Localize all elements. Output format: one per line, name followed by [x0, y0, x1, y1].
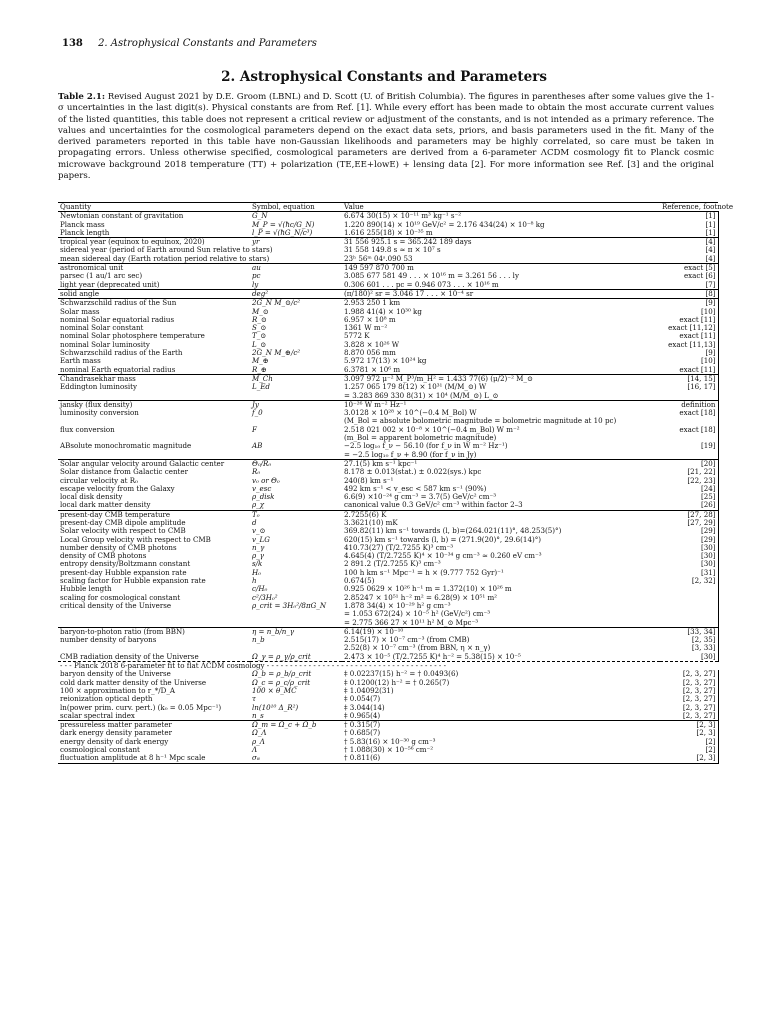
cell-symbol: 100 × θ_MC: [252, 685, 297, 695]
cell-quantity: 100 × approximation to r_*/D_A: [60, 685, 176, 695]
table-row: [58, 316, 718, 324]
cell-quantity: nominal Solar luminosity: [60, 339, 150, 349]
cell-reference: [7]: [660, 281, 718, 290]
cell-value: 3.097 972 μ⁻² M_P³/m_H² = 1.433 77(6) (μ/2)⁻² M_⊙: [342, 374, 660, 383]
cell-symbol: σ₈: [250, 754, 342, 763]
cell-reference: [2, 32]: [660, 577, 718, 585]
cell-reference: [1]: [660, 221, 718, 229]
page-number: 138: [62, 38, 83, 49]
cell-symbol: ρ_χ: [252, 500, 265, 510]
cell-reference: [2, 3]: [660, 729, 718, 737]
cell-quantity: nominal Solar equatorial radius: [60, 314, 175, 324]
cell-symbol: yr: [250, 238, 342, 247]
cell-quantity: present-day CMB dipole amplitude: [60, 517, 186, 527]
cell-symbol: R₀: [252, 467, 261, 477]
cell-symbol: Λ: [252, 745, 258, 754]
cell-reference: [2, 3, 27]: [660, 679, 718, 687]
cell-value: 10⁻²⁶ W m⁻² Hz⁻¹: [342, 400, 660, 409]
cell-symbol: f_0: [252, 408, 263, 418]
cell-symbol: M_Ch: [250, 374, 342, 383]
cell-quantity: jansky (flux density): [58, 400, 250, 409]
cell-quantity: escape velocity from the Galaxy: [60, 483, 175, 493]
cell-quantity: Schwarzschild radius of the Sun: [58, 299, 250, 308]
cell-value: 6.674 30(15) × 10⁻¹¹ m³ kg⁻¹ s⁻²: [342, 212, 660, 221]
cell-quantity: pressureless matter parameter: [58, 721, 250, 730]
cell-value: 27.1(5) km s⁻¹ kpc⁻¹: [342, 459, 660, 468]
cell-symbol: H₀: [252, 567, 262, 577]
cell-symbol: n_s: [252, 710, 264, 720]
planck-fit-divider: - - - Planck 2018 6-parameter fit to flat ΛCDM cosmology - - - - - - - - - - - - - - - - - - - - - - - - - - - - - - - - - - - - - - -: [58, 662, 718, 671]
cell-reference: [2, 3, 27]: [660, 704, 718, 712]
cell-reference: [19]: [660, 442, 718, 450]
cell-reference: [14, 15]: [660, 374, 718, 383]
cell-reference: exact [11]: [660, 316, 718, 324]
cell-value: ‡ 0.1200(12) h⁻² = † 0.265(7): [344, 677, 450, 687]
cell-value: 2.518 021 002 × 10⁻⁸ × 10^(−0.4 m_Bol) W m⁻²: [344, 424, 520, 434]
cell-quantity: Solar angular velocity around Galactic center: [58, 459, 250, 468]
cell-symbol: Ω_γ = ρ_γ/ρ_crit: [252, 651, 311, 661]
cell-symbol: deg²: [250, 289, 342, 298]
cell-reference: [30]: [660, 653, 718, 662]
cell-quantity: baryon-to-photon ratio (from BBN): [58, 627, 250, 636]
cell-symbol: v_⊙: [252, 526, 266, 536]
cell-quantity: nominal Earth equatorial radius: [60, 364, 176, 374]
cell-symbol: R_⊕: [252, 364, 267, 374]
cell-symbol: Ω_Λ: [252, 728, 267, 738]
cell-reference: [10]: [660, 357, 718, 365]
section-heading: 2. Astrophysical Constants and Parameters: [221, 69, 547, 85]
cell-symbol: n_γ: [252, 542, 265, 552]
cell-symbol: Ω_m = Ω_c + Ω_b: [250, 721, 342, 730]
cell-quantity: Planck length: [60, 227, 110, 237]
cell-reference: [3, 33]: [660, 644, 718, 652]
cell-value: 2.52(8) × 10⁻⁷ cm⁻³ (from BBN, η × n_γ): [344, 643, 491, 653]
cell-value: 1361 W m⁻²: [344, 323, 388, 333]
cell-reference: definition: [660, 400, 718, 409]
cell-value: −2.5 log₁₀ f_ν − 56.10 (for f_ν in W m⁻² Hz⁻¹): [344, 441, 508, 451]
cell-value: 6.957 × 10⁸ m: [344, 314, 396, 324]
cell-symbol: 2G_N M_⊙/c²: [250, 299, 342, 308]
cell-quantity: light year (deprecated unit): [60, 279, 160, 289]
cell-symbol: ρ_crit = 3H₀²/8πG_N: [252, 600, 327, 610]
cell-reference: [25]: [660, 493, 718, 501]
cell-symbol: T₀: [250, 510, 342, 519]
cell-value: 31 556 925.1 s = 365.242 189 days: [342, 238, 660, 247]
cell-quantity: [58, 392, 250, 401]
table-row: [58, 704, 718, 712]
cell-value: = 3.283 869 330 8(31) × 10⁴ (M/M_⊙) L_⊙: [344, 390, 499, 400]
cell-reference: [2, 3, 27]: [660, 687, 718, 695]
cell-quantity: local dark matter density: [60, 500, 151, 510]
cell-value-note: (m_Bol = apparent bolometric magnitude): [344, 433, 497, 443]
cell-quantity: density of CMB photons: [60, 551, 147, 561]
cell-symbol: Jy: [250, 400, 342, 409]
cell-symbol: v₀ or Θ₀: [252, 475, 280, 485]
cell-reference: [30]: [660, 552, 718, 560]
cell-symbol: l_P = √(ħG_N/c³): [252, 227, 313, 237]
cell-value-note: (M_Bol = absolute bolometric magnitude = bolometric magnitude at 10 pc): [344, 416, 617, 426]
cell-symbol: R_⊙: [252, 314, 267, 324]
cell-value: † 0.685(7): [344, 728, 381, 738]
constants-table: [58, 202, 734, 764]
cell-value: canonical value 0.3 GeV/c² cm⁻³ within factor 2–3: [344, 500, 523, 510]
cell-reference: [2]: [660, 738, 718, 746]
cell-quantity: cold dark matter density of the Universe: [60, 677, 207, 687]
cell-quantity: reionization optical depth: [60, 694, 153, 704]
col-header-value: Value: [342, 203, 660, 212]
cell-value: ‡ 0.02237(15) h⁻² = † 0.0493(6): [344, 669, 459, 679]
cell-reference: [1]: [660, 229, 718, 238]
cell-symbol: AB: [252, 441, 263, 451]
cell-value: 2.473 × 10⁻⁵ (T/2.7255 K)⁴ h⁻² = 5.38(15) × 10⁻⁵: [344, 651, 521, 661]
cell-reference: [2, 3, 27]: [660, 670, 718, 678]
cell-reference: exact [6]: [660, 272, 718, 280]
cell-reference: exact [11,13]: [660, 341, 718, 349]
cell-reference: [24]: [660, 485, 718, 493]
cell-reference: [4]: [660, 238, 718, 247]
cell-value: 31 558 149.8 s ≈ π × 10⁷ s: [344, 245, 441, 255]
cell-reference: [27, 28]: [660, 510, 718, 519]
cell-reference: [660, 585, 718, 593]
cell-symbol: ρ_Λ: [252, 736, 265, 746]
cell-value: † 0.811(6): [342, 754, 660, 763]
cell-reference: [4]: [660, 246, 718, 254]
cell-value: 8.870 056 mm: [344, 348, 396, 358]
cell-value: 2.515(17) × 10⁻⁷ cm⁻³ (from CMB): [344, 635, 470, 645]
cell-reference: [29]: [660, 527, 718, 535]
col-header-quantity: Quantity: [58, 203, 250, 212]
cell-quantity: local disk density: [60, 492, 123, 502]
cell-symbol: d: [252, 517, 257, 527]
cell-reference: [2, 3]: [660, 721, 718, 730]
cell-symbol: v_esc: [252, 483, 272, 493]
cell-quantity: luminosity conversion: [60, 408, 139, 418]
cell-symbol: [250, 392, 342, 401]
cell-value: ‡ 1.04092(31): [344, 685, 394, 695]
cell-quantity: scalar spectral index: [60, 710, 135, 720]
cell-value: 3.828 × 10²⁶ W: [344, 339, 400, 349]
cell-symbol: L_⊙: [252, 339, 267, 349]
cell-value: (π/180)² sr = 3.046 17 . . . × 10⁻⁴ sr: [342, 289, 660, 298]
cell-quantity: Earth mass: [60, 356, 101, 366]
cell-symbol: G_N: [250, 212, 342, 221]
cell-quantity: nominal Solar constant: [60, 323, 144, 333]
cell-value: 3.3621(10) mK: [344, 517, 398, 527]
table-row: [58, 501, 718, 510]
table-body: [58, 212, 718, 763]
cell-reference: [16, 17]: [660, 383, 718, 391]
cell-value: 3.0128 × 10²⁸ × 10^(−0.4 M_Bol) W: [344, 408, 477, 418]
cell-value: † 5.83(16) × 10⁻³⁰ g cm⁻³: [344, 736, 436, 746]
cell-value: 0.306 601 . . . pc = 0.946 073 . . . × 10¹⁶ m: [344, 279, 499, 289]
table-row: [58, 687, 718, 695]
cell-reference: [660, 610, 718, 618]
cell-quantity: CMB radiation density of the Universe: [60, 651, 199, 661]
cell-reference: [22, 23]: [660, 477, 718, 485]
cell-value: 2.85247 × 10⁵¹ h⁻² m² = 6.28(9) × 10⁵¹ m²: [344, 592, 498, 602]
cell-value: 0.674(5): [344, 576, 375, 586]
cell-value: = 1.053 672(24) × 10⁻⁵ h² (GeV/c²) cm⁻³: [344, 609, 491, 619]
cell-reference: exact [5]: [660, 264, 718, 273]
cell-reference: [21, 22]: [660, 468, 718, 476]
cell-quantity: flux conversion: [60, 424, 115, 434]
cell-symbol: h: [252, 576, 257, 586]
cell-quantity: ln(power prim. curv. pert.) (k₀ = 0.05 Mpc⁻¹): [60, 702, 222, 712]
cell-symbol: ln(10¹⁰ Δ_R²): [252, 702, 299, 712]
cell-symbol: M_⊙: [252, 306, 269, 316]
cell-value: 3.085 677 581 49 . . . × 10¹⁶ m = 3.261 56 . . . ly: [344, 271, 519, 281]
cell-value: 492 km s⁻¹ < v_esc < 587 km s⁻¹ (90%): [344, 483, 487, 493]
cell-symbol: τ: [252, 694, 256, 704]
cell-symbol: n_b: [252, 635, 265, 645]
cell-reference: [33, 34]: [660, 627, 718, 636]
cell-symbol: s/k: [252, 559, 263, 569]
caption-text: Revised August 2021 by D.E. Groom (LBNL) and D. Scott (U. of British Columbia). The figures in parentheses after some values give the 1-σ uncertainties in the last digit(s). Physical constants are from Ref. [1]. While every effort has been made to obtain the most accurate current values of the listed quantities, this table does not represent a critical review or adjustment of the constants, and is not intended as a primary reference. The values and uncertainties for the cosmological parameters depend on the exact data sets, priors, and basis parameters used in the fit. Many of the derived parameters reported in this table have non-Gaussian likelihoods and parameters may be highly correlated, so care must be taken in propagating errors. Unless otherwise specified, cosmological parameters are derived from a 6-parameter ΛCDM cosmology fit to Planck cosmic microwave background 2018 temperature (TT) + polarization (TE,EE+lowE) + lensing data [2]. For more information see Ref. [3] and the original papers.: [58, 92, 714, 182]
cell-symbol: au: [250, 264, 342, 273]
cell-quantity: solid angle: [58, 289, 250, 298]
cell-value: 1.878 34(4) × 10⁻²⁹ h² g cm⁻³: [344, 600, 451, 610]
cell-reference: [8]: [660, 289, 718, 298]
cell-reference: [31]: [660, 569, 718, 577]
cell-quantity: Solar mass: [60, 306, 100, 316]
cell-quantity: Schwarzschild radius of the Earth: [60, 348, 183, 358]
cell-value: 410.73(27) (T/2.7255 K)³ cm⁻³: [344, 542, 454, 552]
cell-quantity: present-day CMB temperature: [58, 510, 250, 519]
cell-reference: [9]: [660, 299, 718, 308]
cell-value: 369.82(11) km s⁻¹ towards (l, b)=(264.021(11)°, 48.253(5)°): [344, 526, 562, 536]
cell-symbol: T_⊙: [252, 331, 267, 341]
cell-symbol: M_⊕: [252, 356, 269, 366]
cell-reference: [10]: [660, 308, 718, 316]
cell-symbol: L_Ed: [252, 382, 270, 392]
cell-symbol: F: [252, 424, 257, 434]
cell-value: 2 891.2 (T/2.7255 K)³ cm⁻³: [344, 559, 441, 569]
cell-symbol: Ω_c = ρ_c/ρ_crit: [252, 677, 311, 687]
cell-reference: [660, 594, 718, 602]
cell-value: † 0.315(7): [342, 721, 660, 730]
cell-reference: [2, 3]: [660, 754, 718, 763]
cell-reference: [2]: [660, 746, 718, 754]
cell-quantity: tropical year (equinox to equinox, 2020): [58, 238, 250, 247]
cell-value: 5772 K: [344, 331, 370, 341]
cell-value: 149 597 870 700 m: [342, 264, 660, 273]
page-header: [62, 38, 710, 49]
cell-quantity: Chandrasekhar mass: [58, 374, 250, 383]
cell-quantity: circular velocity at R₀: [60, 475, 138, 485]
cell-value: 1.257 065 179 8(12) × 10³¹ (M/M_⊙) W: [344, 382, 487, 392]
cell-symbol: η = n_b/n_γ: [250, 627, 342, 636]
running-title: 2. Astrophysical Constants and Parameters: [98, 38, 317, 49]
cell-value: = −2.5 log₁₀ f_ν + 8.90 (for f_ν in Jy): [344, 449, 477, 459]
cell-reference: exact [11]: [660, 366, 718, 375]
cell-quantity: astronomical unit: [58, 264, 250, 273]
cell-value: 5.972 17(13) × 10²⁴ kg: [344, 356, 427, 366]
cell-quantity: energy density of dark energy: [60, 736, 169, 746]
cell-quantity: dark energy density parameter: [60, 728, 172, 738]
cell-symbol: Θ₀/R₀: [250, 459, 342, 468]
cell-quantity: present-day Hubble expansion rate: [60, 567, 187, 577]
cell-reference: [1]: [660, 212, 718, 221]
cell-value: 0.925 0629 × 10²⁶ h⁻¹ m = 1.372(10) × 10²⁶ m: [344, 584, 512, 594]
cell-reference: [30]: [660, 560, 718, 568]
cell-quantity: number density of CMB photons: [60, 542, 177, 552]
cell-reference: [2, 3, 27]: [660, 695, 718, 703]
table-row: [58, 754, 718, 763]
cell-reference: [2, 3, 27]: [660, 712, 718, 721]
cell-reference: exact [18]: [660, 426, 718, 434]
cell-quantity: fluctuation amplitude at 8 h⁻¹ Mpc scale: [58, 754, 250, 763]
cell-quantity: Hubble length: [60, 584, 112, 594]
cell-reference: [4]: [660, 255, 718, 264]
cell-value: 100 h km s⁻¹ Mpc⁻¹ = h × (9.777 752 Gyr)⁻¹: [344, 567, 504, 577]
cell-value: 2.7255(6) K: [342, 510, 660, 519]
cell-symbol: 2G_N M_⊕/c²: [252, 348, 301, 358]
cell-reference: exact [11]: [660, 332, 718, 340]
cell-symbol: ρ_disk: [252, 492, 275, 502]
cell-quantity: ABsolute monochromatic magnitude: [60, 441, 192, 451]
cell-quantity: [58, 610, 250, 618]
cell-reference: [660, 392, 718, 401]
cell-symbol: M_P = √(ħc/G_N): [252, 219, 315, 229]
cell-quantity: baryon density of the Universe: [60, 669, 171, 679]
cell-symbol: c²/3H₀²: [252, 592, 278, 602]
cell-quantity: Planck mass: [60, 219, 105, 229]
cell-quantity: scaling for cosmological constant: [60, 592, 181, 602]
caption-label: Table 2.1:: [58, 92, 105, 102]
cell-value: 23ʰ 56ᵐ 04ˢ.090 53: [344, 253, 413, 263]
cell-value: 2.953 250 1 km: [342, 299, 660, 308]
cell-quantity: critical density of the Universe: [60, 600, 172, 610]
cell-symbol: [250, 610, 342, 618]
table-row: [58, 392, 718, 401]
cell-reference: [26]: [660, 501, 718, 510]
cell-symbol: pc: [252, 271, 261, 281]
cell-symbol: ly: [252, 279, 259, 289]
cell-reference: [9]: [660, 349, 718, 357]
cell-quantity: nominal Solar photosphere temperature: [60, 331, 205, 341]
cell-symbol: S_⊙: [252, 323, 267, 333]
col-header-reference: Reference, footnote: [662, 202, 734, 211]
cell-quantity: cosmological constant: [60, 745, 140, 754]
cell-reference: exact [11,12]: [660, 324, 718, 332]
cell-quantity: scaling factor for Hubble expansion rate: [60, 576, 206, 586]
cell-quantity: parsec (1 au/1 arc sec): [60, 271, 143, 281]
cell-value: 240(8) km s⁻¹: [344, 475, 394, 485]
cell-value: 6.6(9) ×10⁻²⁴ g cm⁻³ = 3.7(5) GeV/c² cm⁻³: [344, 492, 497, 502]
cell-symbol: v_LG: [252, 534, 270, 544]
cell-reference: [30]: [660, 544, 718, 552]
cell-quantity: Solar velocity with respect to CMB: [60, 526, 186, 536]
cell-reference: [29]: [660, 536, 718, 544]
cell-value: 6.3781 × 10⁶ m: [344, 364, 401, 374]
table-caption: [58, 92, 714, 182]
cell-value: † 1.088(30) × 10⁻⁵⁶ cm⁻²: [344, 745, 434, 754]
cell-value: 6.14(19) × 10⁻¹⁰: [342, 627, 660, 636]
cell-value: 620(15) km s⁻¹ towards (l, b) = (271.9(20)°, 29.6(14)°): [344, 534, 542, 544]
cell-value: ‡ 3.044(14): [344, 702, 385, 712]
cell-quantity: sidereal year (period of Earth around Sun relative to stars): [60, 245, 273, 255]
cell-value: 1.988 41(4) × 10³⁰ kg: [344, 306, 422, 316]
cell-quantity: mean sidereal day (Earth rotation period relative to stars): [60, 253, 270, 263]
cell-symbol: ρ_γ: [252, 551, 264, 561]
cell-value: 1.220 890(14) × 10¹⁹ GeV/c² = 2.176 434(24) × 10⁻⁸ kg: [344, 219, 545, 229]
cell-quantity: Newtonian constant of gravitation: [58, 212, 250, 221]
cell-reference: [660, 602, 718, 610]
cell-value: = 2.775 366 27 × 10¹¹ h² M_⊙ Mpc⁻³: [344, 617, 479, 627]
cell-symbol: Ω_b = ρ_b/ρ_crit: [252, 669, 312, 679]
cell-reference: [27, 29]: [660, 519, 718, 527]
cell-quantity: Solar distance from Galactic center: [60, 467, 188, 477]
cell-quantity: Eddington luminosity: [60, 382, 138, 392]
cell-symbol: c/H₀: [252, 584, 268, 594]
col-header-symbol: Symbol, equation: [250, 203, 342, 212]
cell-value: ‡ 0.965(4): [344, 710, 381, 720]
cell-value: 1.616 255(18) × 10⁻³⁵ m: [344, 227, 433, 237]
cell-reference: [20]: [660, 459, 718, 468]
cell-quantity: Local Group velocity with respect to CMB: [60, 534, 211, 544]
cell-value: 4.645(4) (T/2.7255 K)⁴ × 10⁻³⁴ g cm⁻³ ≈ 0.260 eV cm⁻³: [344, 551, 542, 561]
cell-quantity: entropy density/Boltzmann constant: [60, 559, 191, 569]
cell-reference: exact [18]: [660, 409, 718, 417]
cell-quantity: number density of baryons: [60, 635, 157, 645]
cell-value: 8.178 ± 0.013(stat.) ± 0.022(sys.) kpc: [344, 467, 482, 477]
cell-value: ‡ 0.054(7): [344, 694, 381, 704]
cell-reference: [2, 35]: [660, 636, 718, 644]
